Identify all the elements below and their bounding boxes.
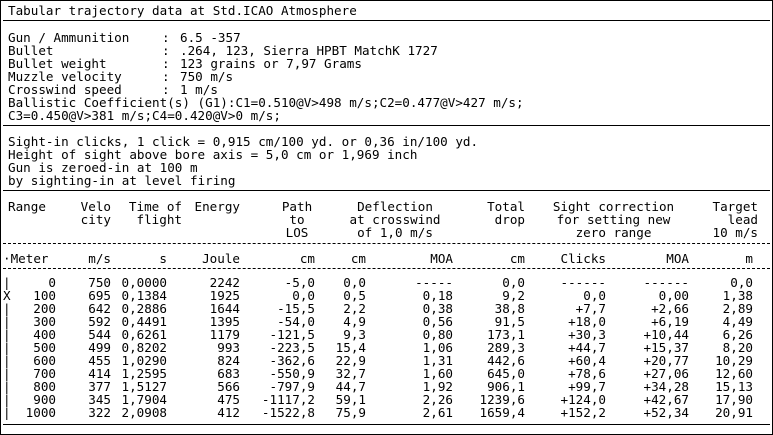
cell-clicks: +124,0 [560,392,606,407]
cell-deflection-moa: 0,38 [422,301,453,316]
cell-time-of-flight: 1,7904 [121,392,167,407]
cell-time-of-flight: 1,2595 [121,366,167,381]
cell-path: -1522,8 [261,405,315,420]
cell-velocity: 642 [88,301,111,316]
cell-time-of-flight: 1,5127 [121,379,167,394]
unit-velocity: m/s [88,251,111,266]
cell-marker: | [3,353,11,368]
cell-range: 1000 [25,405,56,420]
cell-marker: | [3,275,11,290]
cell-path: 0,0 [292,288,315,303]
cell-moa: 0,00 [658,288,689,303]
header-total-drop: Total drop [487,199,525,227]
cell-range: 900 [33,392,56,407]
cell-energy: 824 [217,353,240,368]
cell-clicks: +30,3 [568,327,606,342]
cell-deflection-cm: 0,0 [343,275,366,290]
cell-deflection-cm: 15,4 [335,340,366,355]
cell-moa: +34,28 [643,379,689,394]
header-deflection: Deflection at crosswind of 1,0 m/s [349,199,441,240]
unit-moa: MOA [666,251,689,266]
info-value: 750 m/s [180,69,234,84]
cell-deflection-moa: ----- [415,275,453,290]
cell-clicks: +152,2 [560,405,606,420]
cell-marker: | [3,301,11,316]
cell-deflection-moa: 0,80 [422,327,453,342]
cell-energy: 2242 [209,275,240,290]
cell-energy: 993 [217,340,240,355]
footer-divider [3,424,770,425]
cell-clicks: +78,6 [568,366,606,381]
info-colon: : [162,43,170,58]
unit-path: cm [299,251,315,266]
cell-clicks: +99,7 [568,379,606,394]
cell-time-of-flight: 0,0000 [121,275,167,290]
cell-energy: 1395 [209,314,240,329]
header-time-of-flight: Time of flight [128,199,182,227]
cell-moa: +10,44 [643,327,689,342]
cell-path: -1117,2 [261,392,315,407]
cell-velocity: 592 [88,314,111,329]
cell-deflection-cm: 59,1 [335,392,366,407]
info-colon: : [162,56,170,71]
cell-clicks: +7,7 [575,301,606,316]
cell-velocity: 377 [88,379,111,394]
table-row [0,406,773,419]
header-target-lead: Target lead 10 m/s [712,199,758,240]
cell-energy: 1179 [209,327,240,342]
unit-clicks: Clicks [560,251,606,266]
cell-range: 400 [33,327,56,342]
cell-velocity: 455 [88,353,111,368]
cell-target-lead: 0,0 [730,275,753,290]
cell-range: 500 [33,340,56,355]
cell-moa: +6,19 [651,314,689,329]
cell-target-lead: 10,29 [715,353,753,368]
unit-energy: Joule [202,251,240,266]
cell-velocity: 695 [88,288,111,303]
cell-energy: 1925 [209,288,240,303]
cell-energy: 1644 [209,301,240,316]
cell-marker: | [3,327,11,342]
header-velocity: Velo city [80,199,111,227]
header-sight-correction: Sight correction for setting new zero range [552,199,675,240]
cell-range: 200 [33,301,56,316]
report-title: Tabular trajectory data at Std.ICAO Atmosphere [8,3,357,18]
cell-moa: +20,77 [643,353,689,368]
cell-time-of-flight: 0,1384 [121,288,167,303]
cell-target-lead: 4,49 [722,314,753,329]
unit-deflection-moa: MOA [430,251,453,266]
cell-clicks: +44,7 [568,340,606,355]
cell-path: -5,0 [284,275,315,290]
cell-deflection-moa: 1,06 [422,340,453,355]
cell-deflection-moa: 2,26 [422,392,453,407]
cell-path: -550,9 [269,366,315,381]
cell-velocity: 345 [88,392,111,407]
cell-energy: 566 [217,379,240,394]
cell-clicks: +18,0 [568,314,606,329]
cell-moa: +27,06 [643,366,689,381]
info-colon: : [162,82,170,97]
cell-path: -15,5 [277,301,315,316]
cell-moa: +15,37 [643,340,689,355]
cell-total-drop: 906,1 [487,379,525,394]
trajectory-table [0,276,773,419]
cell-moa: +42,67 [643,392,689,407]
info-label: Gun / Ammunition [8,30,130,45]
cell-total-drop: 1659,4 [479,405,525,420]
cell-time-of-flight: 0,8202 [121,340,167,355]
cell-velocity: 499 [88,340,111,355]
cell-target-lead: 2,89 [722,301,753,316]
info-label: Bullet weight [8,56,107,71]
cell-deflection-cm: 75,9 [335,405,366,420]
cell-range: 300 [33,314,56,329]
cell-time-of-flight: 2,0908 [121,405,167,420]
cell-range: 700 [33,366,56,381]
cell-path: -223,5 [269,340,315,355]
cell-total-drop: 91,5 [494,314,525,329]
sight-line-level: by sighting-in at level firing [8,173,236,188]
cell-path: -797,9 [269,379,315,394]
cell-target-lead: 8,20 [722,340,753,355]
unit-range: ·Meter [3,251,49,266]
cell-target-lead: 15,13 [715,379,753,394]
sight-divider [3,190,770,191]
cell-deflection-cm: 0,5 [343,288,366,303]
header-divider [3,243,770,244]
cell-total-drop: 0,0 [502,275,525,290]
cell-range: 0 [48,275,56,290]
cell-target-lead: 6,26 [722,327,753,342]
cell-total-drop: 173,1 [487,327,525,342]
cell-deflection-cm: 44,7 [335,379,366,394]
cell-energy: 475 [217,392,240,407]
cell-range: 100 [33,288,56,303]
cell-range: 800 [33,379,56,394]
bc-line-1: Ballistic Coefficient(s) (G1):C1=0.510@V>498 m/s;C2=0.477@V>427 m/s; [8,95,524,110]
cell-target-lead: 20,91 [715,405,753,420]
cell-deflection-moa: 1,60 [422,366,453,381]
cell-deflection-cm: 22,9 [335,353,366,368]
cell-moa: +52,34 [643,405,689,420]
cell-marker: | [3,405,11,420]
info-label: Bullet [8,43,54,58]
cell-deflection-cm: 32,7 [335,366,366,381]
cell-target-lead: 12,60 [715,366,753,381]
cell-clicks: +60,4 [568,353,606,368]
cell-deflection-moa: 2,61 [422,405,453,420]
cell-total-drop: 9,2 [502,288,525,303]
sight-line-clicks: Sight-in clicks, 1 click = 0,915 cm/100 yd. or 0,36 in/100 yd. [8,134,479,149]
cell-range: 600 [33,353,56,368]
sight-line-height: Height of sight above bore axis = 5,0 cm or 1,969 inch [8,147,418,162]
header-energy: Energy [194,199,240,214]
header-path-to-los: Path to LOS [281,199,313,240]
info-value: 6.5 -357 [180,30,241,45]
cell-total-drop: 1239,6 [479,392,525,407]
cell-deflection-moa: 1,92 [422,379,453,394]
info-value: 1 m/s [180,82,218,97]
cell-time-of-flight: 1,0290 [121,353,167,368]
cell-marker: | [3,314,11,329]
cell-marker: | [3,379,11,394]
info-label: Muzzle velocity [8,69,122,84]
unit-divider [3,268,770,269]
cell-marker: | [3,340,11,355]
cell-marker: X [3,288,11,303]
cell-target-lead: 1,38 [722,288,753,303]
cell-deflection-moa: 0,18 [422,288,453,303]
cell-deflection-moa: 0,56 [422,314,453,329]
cell-total-drop: 442,6 [487,353,525,368]
sight-line-zero: Gun is zeroed-in at 100 m [8,160,198,175]
cell-energy: 412 [217,405,240,420]
bc-line-2: C3=0.450@V>381 m/s;C4=0.420@V>0 m/s; [8,108,281,123]
info-colon: : [162,30,170,45]
info-divider [3,125,770,126]
cell-deflection-cm: 9,3 [343,327,366,342]
cell-velocity: 750 [88,275,111,290]
cell-time-of-flight: 0,4491 [121,314,167,329]
cell-deflection-cm: 2,2 [343,301,366,316]
cell-total-drop: 38,8 [494,301,525,316]
cell-path: -362,6 [269,353,315,368]
cell-target-lead: 17,90 [715,392,753,407]
unit-deflection-cm: cm [350,251,366,266]
cell-marker: | [3,366,11,381]
cell-deflection-moa: 1,31 [422,353,453,368]
cell-velocity: 544 [88,327,111,342]
cell-moa: ------ [643,275,689,290]
header-range: Range [8,199,46,214]
cell-deflection-cm: 4,9 [343,314,366,329]
info-label: Crosswind speed [8,82,122,97]
info-colon: : [162,69,170,84]
cell-moa: +2,66 [651,301,689,316]
title-divider [3,20,770,21]
cell-velocity: 414 [88,366,111,381]
info-value: .264, 123, Sierra HPBT MatchK 1727 [180,43,438,58]
unit-lead: m [745,251,753,266]
cell-velocity: 322 [88,405,111,420]
cell-total-drop: 645,0 [487,366,525,381]
cell-clicks: 0,0 [583,288,606,303]
cell-time-of-flight: 0,6261 [121,327,167,342]
info-value: 123 grains or 7,97 Grams [180,56,362,71]
cell-marker: | [3,392,11,407]
cell-energy: 683 [217,366,240,381]
cell-path: -54,0 [277,314,315,329]
unit-drop: cm [509,251,525,266]
cell-total-drop: 289,3 [487,340,525,355]
cell-clicks: ------ [560,275,606,290]
cell-path: -121,5 [269,327,315,342]
unit-time: s [159,251,167,266]
table-row [0,276,773,289]
cell-time-of-flight: 0,2886 [121,301,167,316]
